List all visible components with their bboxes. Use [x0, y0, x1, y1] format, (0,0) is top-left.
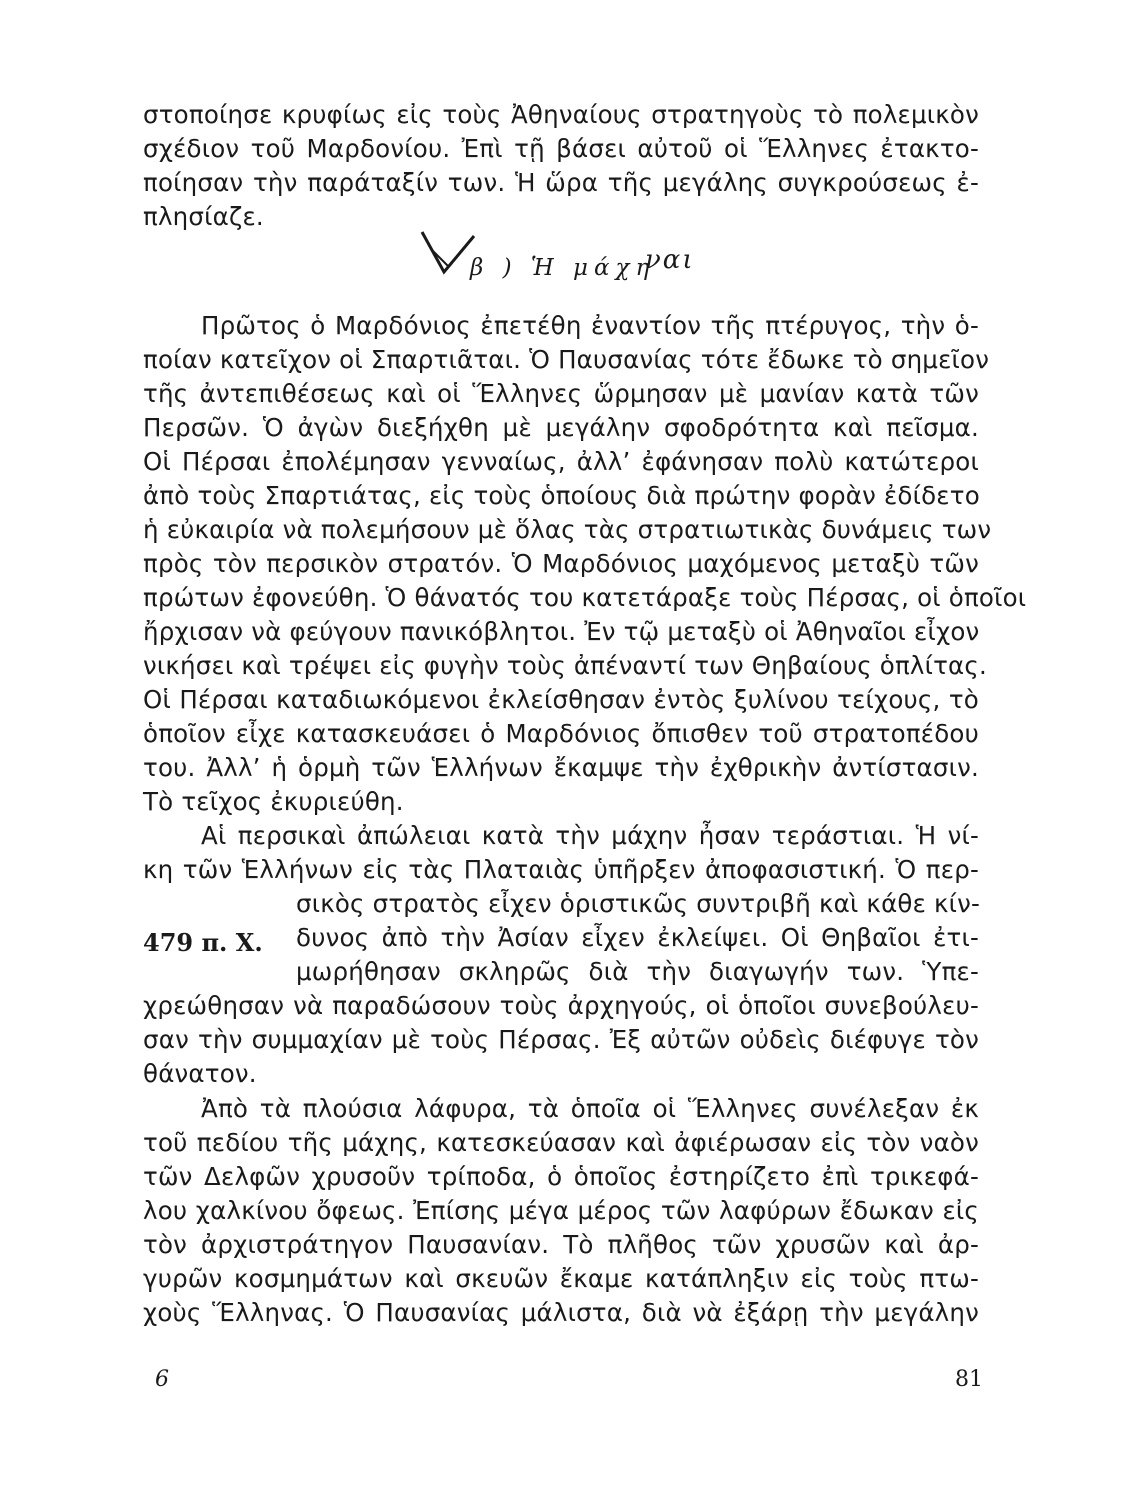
handwritten-check-mark-icon	[418, 228, 478, 288]
text-line: Τὸ τεῖχος ἐκυριεύθη.	[143, 787, 404, 816]
text-line: σαν τὴν συμμαχίαν μὲ τοὺς Πέρσας. Ἐξ αὐτῶν οὐδεὶς διέφυγε τὸν	[143, 1025, 979, 1054]
text-line: στοποίησε κρυφίως εἰς τοὺς Ἀθηναίους στρατηγοὺς τὸ πολεμικὸν	[143, 100, 979, 129]
text-line: τῆς ἀντεπιθέσεως καὶ οἱ Ἕλληνες ὥρμησαν μὲ μανίαν κατὰ τῶν	[143, 379, 979, 408]
text-line: σικὸς στρατὸς εἶχεν ὁριστικῶς συντριβῆ καὶ κάθε κίν-	[296, 889, 981, 918]
handwritten-note	[645, 245, 695, 275]
text-line: ποίαν κατεῖχον οἱ Σπαρτιᾶται. Ὁ Παυσανίας τότε ἔδωκε τὸ σημεῖον	[143, 345, 990, 374]
text-line: ἀπὸ τοὺς Σπαρτιάτας, εἰς τοὺς ὁποίους διὰ πρώτην φορὰν ἐδίδετο	[143, 481, 980, 510]
text-line: Οἱ Πέρσαι ἐπολέμησαν γενναίως, ἀλλ’ ἐφάνησαν πολὺ κατώτεροι	[143, 447, 979, 476]
text-line: χοὺς Ἕλληνας. Ὁ Παυσανίας μάλιστα, διὰ νὰ ἐξάρῃ τὴν μεγάλην	[143, 1298, 979, 1327]
text-line: Οἱ Πέρσαι καταδιωκόμενοι ἐκλείσθησαν ἐντὸς ξυλίνου τείχους, τὸ	[143, 685, 979, 714]
margin-date: 479 π. Χ.	[143, 928, 263, 957]
text-line: πρὸς τὸν περσικὸν στρατόν. Ὁ Μαρδόνιος μαχόμενος μεταξὺ τῶν	[143, 549, 979, 578]
text-line: γυρῶν κοσμημάτων καὶ σκευῶν ἔκαμε κατάπληξιν εἰς τοὺς πτω-	[143, 1264, 979, 1293]
text-line: Περσῶν. Ὁ ἀγὼν διεξήχθη μὲ μεγάλην σφοδρότητα καὶ πεῖσμα.	[143, 413, 979, 442]
text-line: τὸν ἀρχιστράτηγον Παυσανίαν. Τὸ πλῆθος τῶν χρυσῶν καὶ ἀρ-	[143, 1230, 979, 1259]
text-line: τῶν Δελφῶν χρυσοῦν τρίποδα, ὁ ὁποῖος ἐστηρίζετο ἐπὶ τρικεφά-	[143, 1162, 979, 1191]
text-line: τοῦ πεδίου τῆς μάχης, κατεσκεύασαν καὶ ἀφιέρωσαν εἰς τὸν ναὸν	[143, 1128, 979, 1157]
section-heading: β ) Ἡ μάχη	[470, 255, 656, 281]
text-line: μωρήθησαν σκληρῶς διὰ τὴν διαγωγήν των. Ὑπε-	[296, 957, 979, 986]
text-line: ποίησαν τὴν παράταξίν των. Ἡ ὥρα τῆς μεγάλης συγκρούσεως ἐ-	[143, 168, 979, 197]
text-line: ἤρχισαν νὰ φεύγουν πανικόβλητοι. Ἐν τῷ μεταξὺ οἱ Ἀθηναῖοι εἶχον	[143, 617, 980, 646]
text-line: κη τῶν Ἑλλήνων εἰς τὰς Πλαταιὰς ὑπῆρξεν ἀποφασιστική. Ὁ περ-	[143, 855, 979, 884]
text-line: λου χαλκίνου ὄφεως. Ἐπίσης μέγα μέρος τῶν λαφύρων ἔδωκαν εἰς	[143, 1196, 979, 1225]
text-line: πλησίαζε.	[143, 202, 264, 231]
signature-mark: 6	[155, 1367, 169, 1392]
text-line: Αἱ περσικαὶ ἀπώλειαι κατὰ τὴν μάχην ἦσαν τεράστιαι. Ἡ νί-	[201, 821, 979, 850]
page-number: 81	[955, 1367, 983, 1392]
text-line: ἡ εὐκαιρία νὰ πολεμήσουν μὲ ὅλας τὰς στρατιωτικὰς δυνάμεις των	[143, 515, 992, 544]
text-line: δυνος ἀπὸ τὴν Ἀσίαν εἶχεν ἐκλείψει. Οἱ Θηβαῖοι ἐτι-	[296, 923, 979, 952]
handwritten-note-text: ναι	[645, 245, 695, 275]
text-line: του. Ἀλλ’ ἡ ὁρμὴ τῶν Ἑλλήνων ἔκαμψε τὴν ἐχθρικὴν ἀντίστασιν.	[143, 753, 979, 782]
text-line: πρώτων ἐφονεύθη. Ὁ θάνατός του κατετάραξε τοὺς Πέρσας, οἱ ὁποῖοι	[143, 583, 1027, 612]
text-line: νικήσει καὶ τρέψει εἰς φυγὴν τοὺς ἀπέναντί των Θηβαίους ὁπλίτας.	[143, 651, 987, 680]
text-line: Πρῶτος ὁ Μαρδόνιος ἐπετέθη ἐναντίον τῆς πτέρυγος, τὴν ὁ-	[201, 311, 979, 340]
text-line: ὁποῖον εἶχε κατασκευάσει ὁ Μαρδόνιος ὄπισθεν τοῦ στρατοπέδου	[143, 719, 979, 748]
text-line: σχέδιον τοῦ Μαρδονίου. Ἐπὶ τῇ βάσει αὐτοῦ οἱ Ἕλληνες ἐτακτο-	[143, 134, 979, 163]
text-line: θάνατον.	[143, 1059, 257, 1088]
text-line: χρεώθησαν νὰ παραδώσουν τοὺς ἀρχηγούς, οἱ ὁποῖοι συνεβούλευ-	[143, 991, 979, 1020]
text-line: Ἀπὸ τὰ πλούσια λάφυρα, τὰ ὁποῖα οἱ Ἕλληνες συνέλεξαν ἐκ	[201, 1094, 979, 1123]
